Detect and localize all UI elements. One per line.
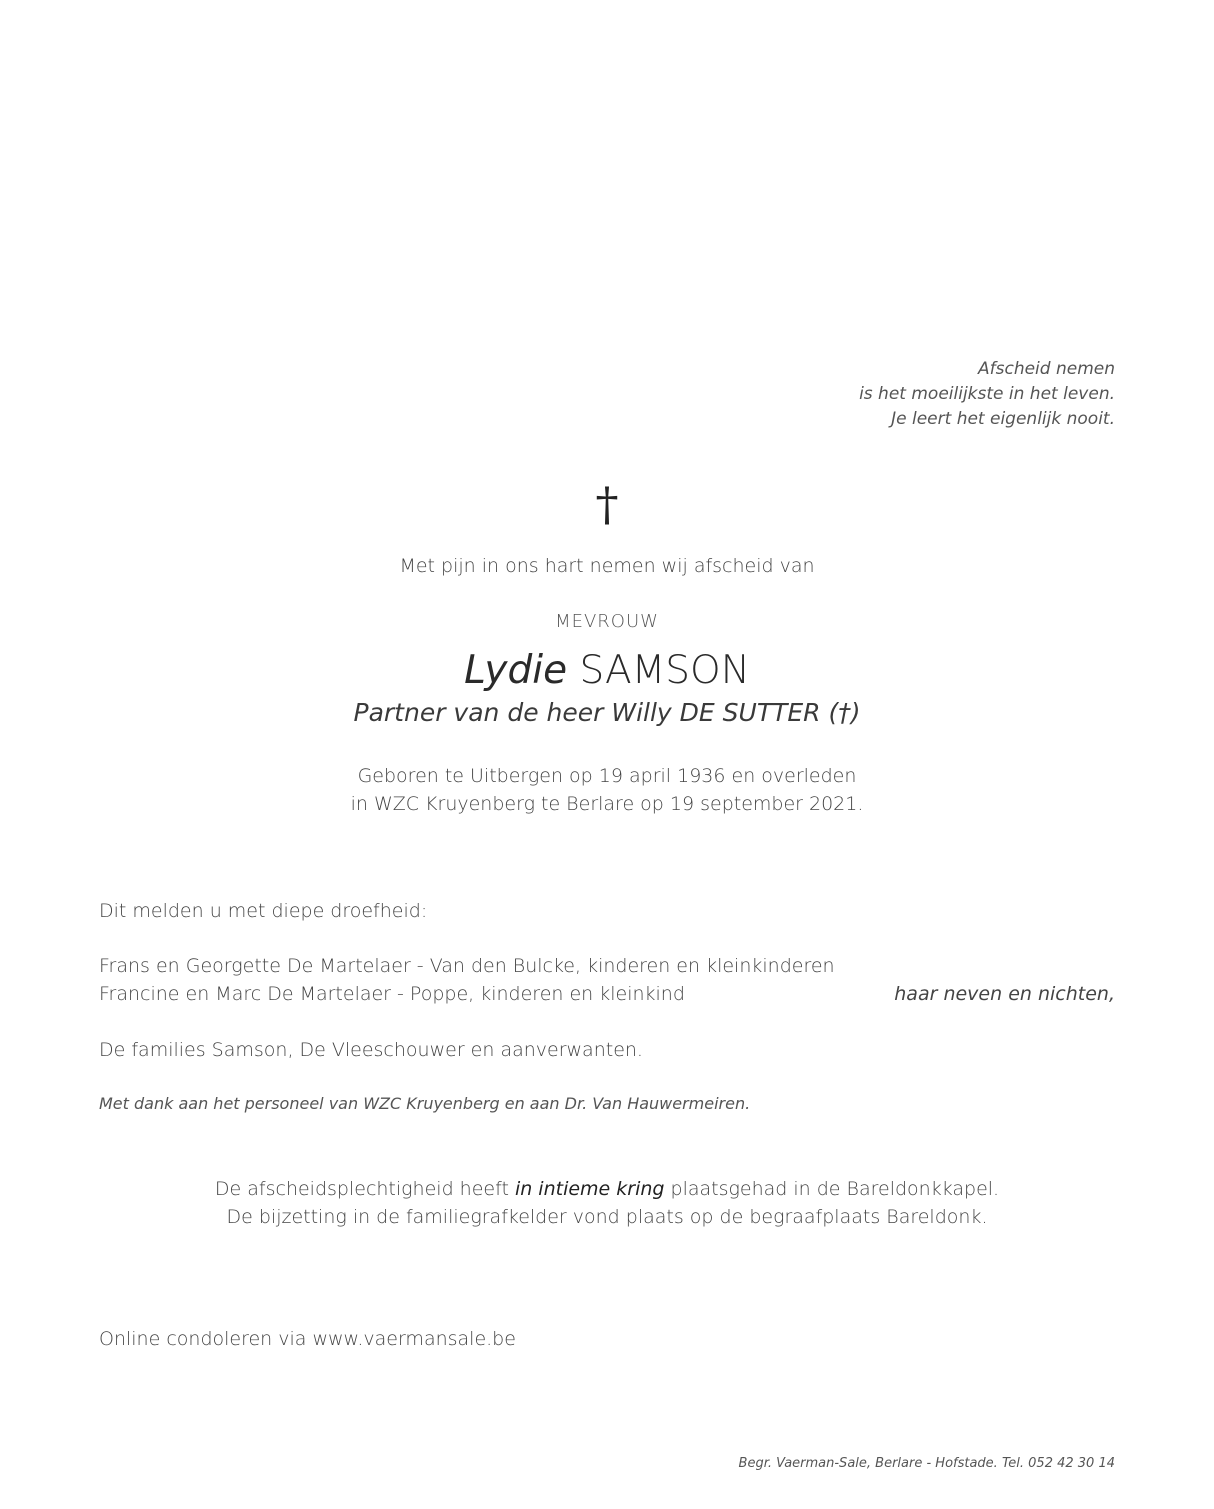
online-condolences: Online condoleren via www.vaermansale.be — [99, 1328, 516, 1350]
mourner-family-2: Francine en Marc De Martelaer - Poppe, kinderen en kleinkind — [99, 983, 685, 1005]
partner-line: Partner van de heer Willy DE SUTTER (†) — [353, 698, 861, 727]
ceremony-info — [0, 1175, 1214, 1231]
deceased-title: MEVROUW — [555, 611, 659, 632]
died-line: in WZC Kruyenberg te Berlare op 19 september 2021. — [350, 793, 864, 815]
thanks-note: Met dank aan het personeel van WZC Kruyenberg en aan Dr. Van Hauwermeiren. — [99, 1094, 751, 1113]
birth-death-info — [0, 762, 1214, 818]
quote-line-1: Afscheid nemen — [978, 359, 1115, 379]
announcement: Dit melden u met diepe droefheid: — [99, 900, 428, 922]
ceremony-line-2: De bijzetting in de familiegrafkelder vond plaats op de begraafplaats Bareldonk. — [226, 1206, 988, 1228]
deceased-first-name: Lydie — [464, 648, 568, 693]
ceremony-line-1-end: plaatsgehad in de Bareldonkkapel. — [664, 1178, 1000, 1200]
ceremony-line-1 — [0, 1175, 1214, 1203]
quote-line-3: Je leert het eigenlijk nooit. — [891, 409, 1115, 429]
opening-quote — [859, 357, 1115, 432]
intro-text: Met pijn in ons hart nemen wij afscheid van — [399, 555, 815, 577]
ceremony-line-1-start: De afscheidsplechtigheid heeft — [214, 1178, 515, 1200]
quote-line-2: is het moeilijkste in het leven. — [859, 384, 1115, 404]
deceased-name — [0, 648, 1214, 693]
ceremony-emphasis: in intieme kring — [514, 1178, 665, 1200]
mourner-nephews: haar neven en nichten, — [894, 983, 1115, 1005]
born-line: Geboren te Uitbergen op 19 april 1936 en overleden — [357, 765, 857, 787]
mourner-families: De families Samson, De Vleeschouwer en aanverwanten. — [99, 1039, 643, 1061]
funeral-home: Begr. Vaerman-Sale, Berlare - Hofstade. Tel. 052 42 30 14 — [738, 1456, 1115, 1471]
mourner-family-1: Frans en Georgette De Martelaer - Van den Bulcke, kinderen en kleinkinderen — [99, 955, 835, 977]
cross-icon: † — [595, 477, 619, 531]
deceased-last-name: SAMSON — [579, 648, 750, 693]
